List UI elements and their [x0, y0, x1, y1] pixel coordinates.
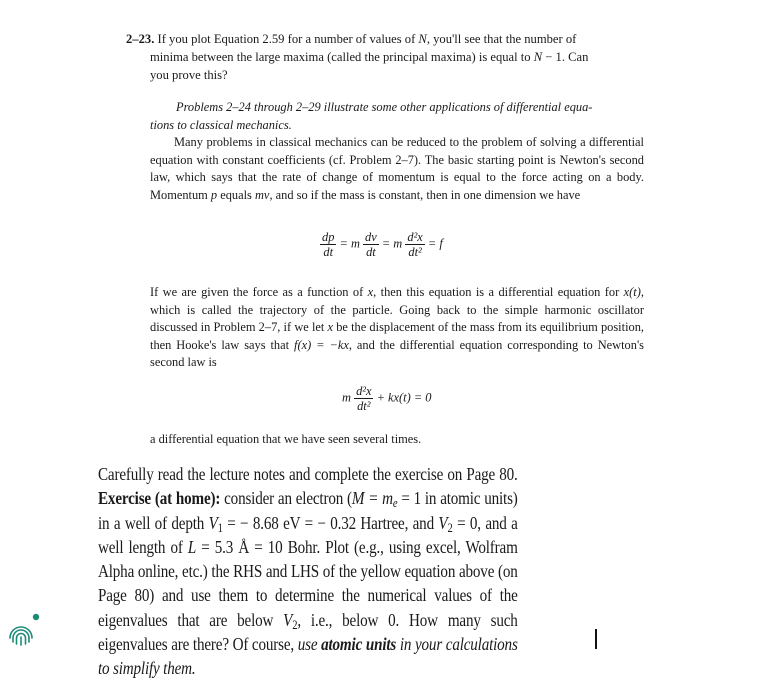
text-run: = 0, and a well length of [98, 512, 518, 557]
text-run: Carefully read the lecture notes and complete the exercise on Page 80. [98, 464, 518, 484]
var-n: N [533, 50, 543, 64]
denominator: dt [323, 245, 334, 259]
equation-oscillator [342, 384, 482, 418]
var-p: p [210, 187, 218, 202]
text-run: be the displacement of the mass from its equilibrium position, then Hooke's law says that [150, 320, 644, 352]
problem-text: If you plot Equation 2.59 for a number of values of [157, 32, 419, 46]
atomic-units-emphasis: atomic units [321, 634, 397, 655]
text-run: , and the differential equation corresponding to Newton's second law is [150, 337, 644, 370]
text-run: equals [217, 187, 255, 202]
numerator: dp [322, 230, 335, 244]
text-run: = − 8.68 eV = − 0.32 Hartree, and [222, 512, 439, 533]
var-mv: mv [254, 187, 270, 202]
equation-newton [320, 230, 540, 270]
text-run: = 5.3 Å = 10 Bohr. Plot (e.g., using excel, Wolfram Alpha online, etc.) the RHS and LHS of the yellow equation above (on Page 80) and use them to determine the numerical values of the eigenvalues that are below [98, 536, 518, 630]
var-v1: V [208, 512, 218, 533]
eq-symbol: = f [427, 236, 443, 251]
fraction-d2x-dt2 [405, 230, 424, 259]
intro-line-1: Problems 2–24 through 2–29 illustrate some other applications of differential equa- [176, 100, 593, 114]
hooke-law: f(x) = −kx [294, 337, 349, 352]
paragraph-closing: a differential equation that we have seen several times. [150, 432, 422, 446]
eq-symbol: = m [339, 236, 360, 251]
var-x: x [327, 320, 334, 335]
var-l: L [187, 536, 197, 557]
fraction-dp-dt [320, 230, 336, 259]
text-run: , i.e., below 0. How many such eigenvalues are there? Of course, [98, 609, 518, 655]
text-run: If we are given the force as a function of [150, 285, 368, 299]
paragraph-newton [150, 134, 644, 204]
text-run: consider an electron ( [220, 488, 352, 509]
problem-line-3: you prove this? [150, 68, 228, 82]
text-run: , then this equation is a differential equation for [373, 285, 624, 299]
numerator: dv [365, 230, 377, 244]
fraction-d2x-dt2 [354, 384, 373, 413]
problem-text: , you'll see that the number of [426, 32, 577, 46]
denominator: dt [366, 245, 376, 259]
var-n: N [418, 32, 427, 46]
denominator: dt² [357, 399, 371, 413]
intro-line-2: tions to classical mechanics. [150, 118, 292, 132]
var-v2: V [438, 512, 448, 533]
sub-e: e [392, 496, 398, 511]
numerator: d²x [356, 384, 372, 398]
var-xt: x(t) [623, 285, 641, 299]
denominator: dt² [408, 245, 422, 259]
numerator: d²x [407, 230, 423, 244]
sub-1: 1 [217, 520, 223, 535]
text-run: , which is called the trajectory of the particle. Going back to the simple harmonic oscillator discussed in Problem 2–7, if we let [150, 285, 644, 335]
text-run: = 1 in atomic units) in a well of depth [98, 488, 518, 533]
exercise-text [98, 462, 518, 681]
sub-2: 2 [292, 617, 298, 632]
var-m: M = m [351, 488, 393, 509]
text-run: Many problems in classical mechanics can be reduced to the problem of solving a differential equation with constant coefficients (cf. Problem 2–7). The basic starting point is Newton's second law, which says that the rate of change of momentum is equal to the force acting on a body. Momentum [150, 135, 644, 202]
problem-text: minima between the large maxima (called the principal maxima) is equal to [150, 50, 534, 64]
text-italic: use [297, 634, 322, 655]
var-v2: V [283, 609, 293, 630]
text-italic: in your calculations to simplify them. [98, 634, 518, 679]
text-run: , and so if the mass is constant, then in one dimension we have [269, 187, 581, 202]
problem-number: 2–23. [126, 32, 155, 46]
eq-mass: m [342, 390, 351, 405]
fingerprint-logo-icon [4, 612, 40, 648]
paragraph-newton-text [150, 134, 644, 204]
paragraph-hooke [150, 284, 644, 372]
eq-rest: + kx(t) = 0 [376, 390, 432, 405]
problem-2-23 [126, 30, 646, 84]
eq-symbol: = m [381, 236, 403, 251]
logo-dot [33, 614, 39, 620]
fraction-dv-dt [363, 230, 379, 259]
problem-text: − 1. Can [542, 50, 589, 64]
intro-italic [150, 98, 644, 134]
var-x: x [367, 285, 374, 299]
text-cursor [595, 629, 597, 649]
logo-arcs [10, 627, 32, 645]
exercise-heading: Exercise (at home): [98, 488, 221, 509]
sub-2: 2 [447, 520, 453, 535]
problem-line-2 [126, 48, 646, 66]
